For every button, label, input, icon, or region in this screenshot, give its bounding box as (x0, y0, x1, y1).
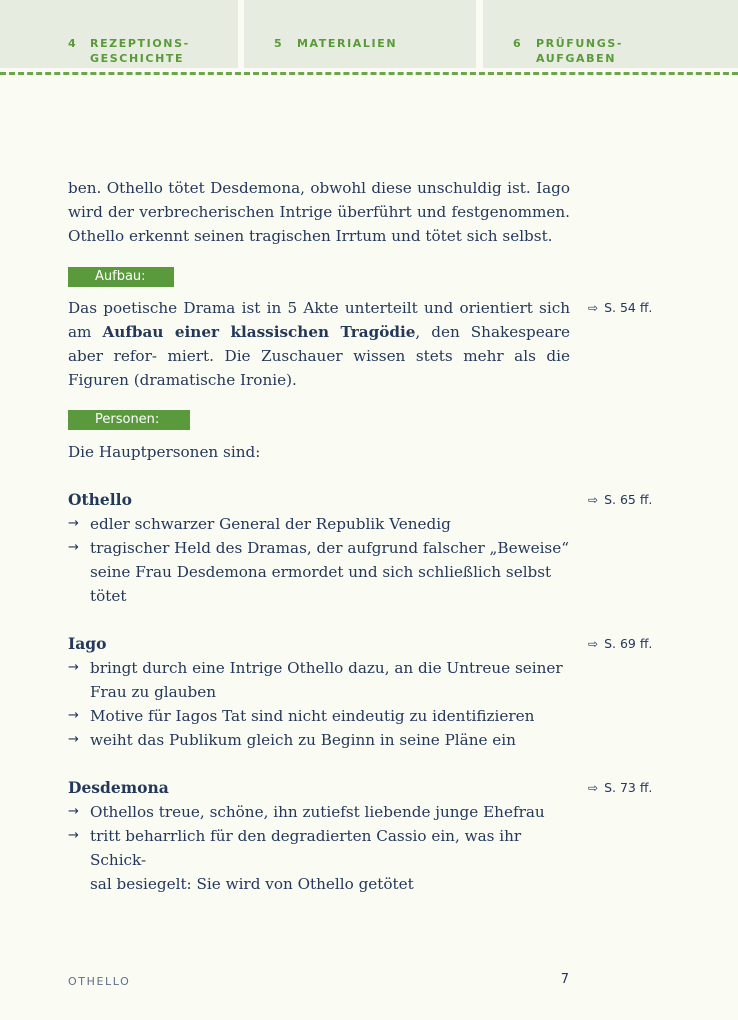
list-item: → tragischer Held des Dramas, der aufgrund falscher „Beweise“ seine Frau Desdemona ermordet und sich schließlich selbst tötet (68, 536, 570, 608)
arrow-right-icon: → (68, 660, 79, 675)
dashed-divider (0, 72, 738, 75)
intro-paragraph: ben. Othello tötet Desdemona, obwohl diese unschuldig ist. Iago wird der verbrecherischen Intrige überführt und festgenommen. Othello erkennt seinen tragischen Irrtum und tötet sich selbst. (68, 179, 570, 245)
tab-pruefungsaufgaben[interactable] (483, 0, 738, 68)
chapter-nav (0, 0, 738, 68)
list-item: → bringt durch eine Intrige Othello dazu, an die Untreue seiner Frau zu glauben (68, 656, 570, 704)
tab-materialien[interactable] (244, 0, 476, 68)
personen-intro: Die Hauptpersonen sind: (68, 443, 261, 461)
list-item: → Othellos treue, schöne, ihn zutiefst liebende junge Ehefrau (68, 800, 570, 824)
tab-label: REZEPTIONS- GESCHICHTE (90, 37, 190, 65)
tab-number: 6 (513, 37, 523, 50)
desdemona-list (68, 800, 570, 896)
page-number: 7 (560, 972, 569, 987)
page-reference-aufbau[interactable]: ⇨ S. 54 ff. (588, 300, 653, 315)
section-badge-personen: Personen: (68, 410, 190, 430)
tab-label: PRÜFUNGS- AUFGABEN (536, 37, 624, 65)
arrow-right-icon: → (68, 828, 79, 843)
page-reference-desdemona[interactable]: ⇨ S. 73 ff. (588, 780, 653, 795)
list-item: → weiht das Publikum gleich zu Beginn in seine Pläne ein (68, 728, 570, 752)
arrow-right-icon: → (68, 732, 79, 747)
running-title: OTHELLO (68, 975, 131, 988)
tab-rezeptionsgeschichte[interactable] (0, 0, 238, 68)
tab-label: MATERIALIEN (297, 37, 398, 50)
arrow-right-icon: → (68, 540, 79, 555)
character-name-othello: Othello (68, 490, 132, 509)
outline-arrow-icon: ⇨ (588, 637, 599, 651)
aufbau-paragraph: Das poetische Drama ist in 5 Akte unterteilt und orientiert sich am Aufbau einer klassischen Tragödie, den Shakespeare aber refor- miert. Die Zuschauer wissen stets mehr als die Figuren (dramatische Ironie). (68, 299, 571, 389)
list-item: → tritt beharrlich für den degradierten Cassio ein, was ihr Schick- sal besiegelt: Sie wird von Othello getötet (68, 824, 570, 896)
page-reference-othello[interactable]: ⇨ S. 65 ff. (588, 492, 653, 507)
character-name-iago: Iago (68, 634, 107, 653)
tab-number: 4 (68, 37, 78, 50)
list-item: → Motive für Iagos Tat sind nicht eindeutig zu identifizieren (68, 704, 570, 728)
arrow-right-icon: → (68, 708, 79, 723)
outline-arrow-icon: ⇨ (588, 493, 599, 507)
list-item: → edler schwarzer General der Republik Venedig (68, 512, 570, 536)
page-reference-iago[interactable]: ⇨ S. 69 ff. (588, 636, 653, 651)
arrow-right-icon: → (68, 516, 79, 531)
outline-arrow-icon: ⇨ (588, 301, 599, 315)
arrow-right-icon: → (68, 804, 79, 819)
outline-arrow-icon: ⇨ (588, 781, 599, 795)
character-name-desdemona: Desdemona (68, 778, 169, 797)
bold-term: Aufbau einer klassischen Tragödie (102, 323, 416, 341)
tab-number: 5 (274, 37, 284, 50)
section-badge-aufbau: Aufbau: (68, 267, 174, 287)
othello-list (68, 512, 570, 608)
iago-list (68, 656, 570, 752)
